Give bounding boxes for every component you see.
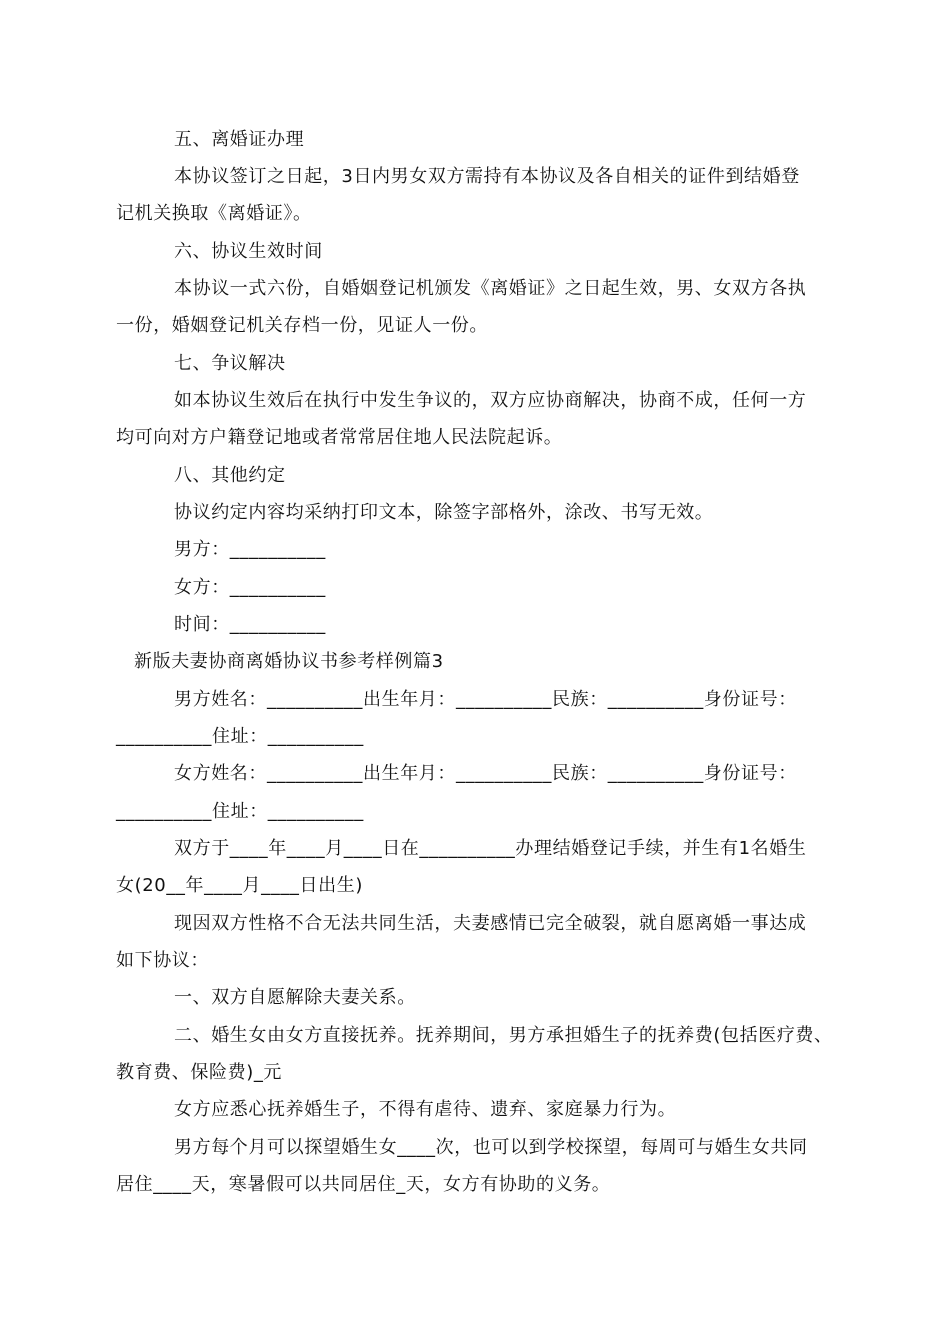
paragraph-line: 均可向对方户籍登记地或者常常居住地人民法院起诉。 — [116, 427, 563, 448]
paragraph-line: 本协议一式六份，自婚姻登记机颁发《离婚证》之日起生效，男、女双方各执 — [174, 278, 807, 299]
paragraph-line: 如本协议生效后在执行中发生争议的，双方应协商解决，协商不成，任何一方 — [174, 390, 807, 411]
paragraph-line: 男方每个月可以探望婚生女____次，也可以到学校探望，每周可与婚生女共同 — [174, 1137, 808, 1158]
paragraph-line: 一份，婚姻登记机关存档一份，见证人一份。 — [116, 315, 488, 336]
male-info-line: 男方姓名：__________出生年月：__________民族：__________身份证号： — [174, 689, 797, 710]
section-heading-7: 七、争议解决 — [174, 353, 286, 374]
paragraph-line: 女方应悉心抚养婚生子，不得有虐待、遗弃、家庭暴力行为。 — [174, 1099, 677, 1120]
paragraph-line: 居住____天，寒暑假可以共同居住_天，女方有协助的义务。 — [116, 1174, 611, 1195]
paragraph-line: 双方于____年____月____日在__________办理结婚登记手续，并生有1名婚生 — [174, 838, 807, 859]
document-title: 新版夫妻协商离婚协议书参考样例篇3 — [134, 651, 444, 672]
paragraph-line: 如下协议： — [116, 950, 209, 971]
section-heading-6: 六、协议生效时间 — [174, 241, 323, 262]
paragraph-line: 记机关换取《离婚证》。 — [116, 203, 312, 224]
female-info-line: 女方姓名：__________出生年月：__________民族：__________身份证号： — [174, 763, 797, 784]
clause-line: 一、双方自愿解除夫妻关系。 — [174, 987, 416, 1008]
male-info-line: __________住址：__________ — [116, 726, 364, 747]
section-heading-8: 八、其他约定 — [174, 465, 286, 486]
paragraph-line: 协议约定内容均采纳打印文本，除签字部格外，涂改、书写无效。 — [174, 502, 714, 523]
paragraph-line: 女(20__年____月____日出生) — [116, 875, 363, 896]
paragraph-line: 教育费、保险费)_元 — [116, 1062, 283, 1083]
signature-line-female: 女方：__________ — [174, 577, 326, 598]
signature-line-date: 时间：__________ — [174, 614, 326, 635]
paragraph-line: 现因双方性格不合无法共同生活，夫妻感情已完全破裂，就自愿离婚一事达成 — [174, 913, 807, 934]
paragraph-line: 本协议签订之日起，3日内男女双方需持有本协议及各自相关的证件到结婚登 — [174, 166, 800, 187]
signature-line-male: 男方：__________ — [174, 539, 326, 560]
section-heading-5: 五、离婚证办理 — [174, 129, 305, 150]
female-info-line: __________住址：__________ — [116, 801, 364, 822]
clause-line: 二、婚生女由女方直接抚养。抚养期间，男方承担婚生子的抚养费(包括医疗费、 — [174, 1025, 833, 1046]
